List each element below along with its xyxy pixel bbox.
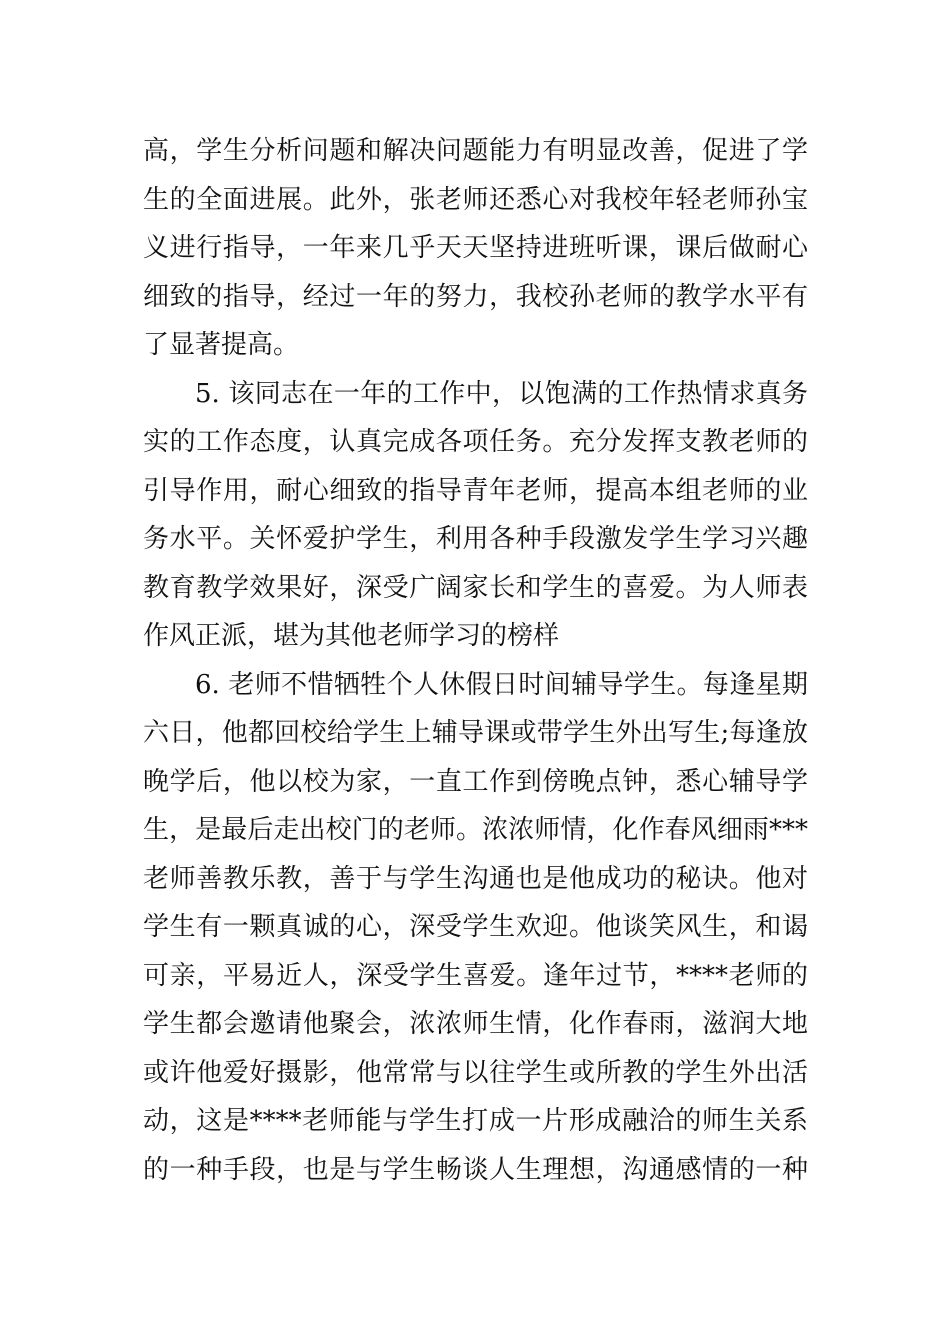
text-line: 引导作用，耐心细致的指导青年老师，提高本组老师的业 xyxy=(143,475,808,506)
text-line: 生，是最后走出校门的老师。浓浓师情，化作春风细雨*** xyxy=(143,815,808,845)
text-line: 可亲，平易近人，深受学生喜爱。逢年过节，****老师的 xyxy=(143,960,808,991)
text-line: 细致的指导，经过一年的努力，我校孙老师的教学水平有 xyxy=(143,281,808,312)
text-line: 晚学后，他以校为家，一直工作到傍晚点钟，悉心辅导学 xyxy=(143,766,808,797)
text-line: 学生都会邀请他聚会，浓浓师生情，化作春雨，滋润大地 xyxy=(143,1009,808,1039)
body-text xyxy=(143,127,808,1194)
text-line: 学生有一颗真诚的心，深受学生欢迎。他谈笑风生，和谒 xyxy=(143,912,808,942)
text-line: 高，学生分析问题和解决问题能力有明显改善，促进了学 xyxy=(143,136,808,166)
text-line: 义进行指导，一年来几乎天天坚持进班听课，课后做耐心 xyxy=(143,233,808,263)
text-line: 了显著提高。 xyxy=(143,330,300,360)
text-line: 实的工作态度，认真完成各项任务。充分发挥支教老师的 xyxy=(143,427,808,457)
text-line: 生的全面进展。此外，张老师还悉心对我校年轻老师孙宝 xyxy=(143,184,808,215)
text-line: 5. 该同志在一年的工作中，以饱满的工作热情求真务 xyxy=(195,378,808,409)
text-line: 老师善教乐教，善于与学生沟通也是他成功的秘诀。他对 xyxy=(143,863,808,894)
text-line: 作风正派，堪为其他老师学习的榜样 xyxy=(143,621,560,651)
text-line: 动，这是****老师能与学生打成一片形成融洽的师生关系 xyxy=(143,1106,808,1136)
text-line: 六日，他都回校给学生上辅导课或带学生外出写生;每逢放 xyxy=(143,718,808,748)
text-line: 教育教学效果好，深受广阔家长和学生的喜爱。为人师表 xyxy=(143,572,808,603)
text-line: 或许他爱好摄影，他常常与以往学生或所教的学生外出活 xyxy=(143,1057,808,1088)
text-line: 务水平。关怀爱护学生，利用各种手段激发学生学习兴趣 xyxy=(143,524,808,554)
text-line: 的一种手段，也是与学生畅谈人生理想，沟通感情的一种 xyxy=(143,1154,808,1185)
text-line: 6. 老师不惜牺牲个人休假日时间辅导学生。每逢星期 xyxy=(195,669,808,700)
